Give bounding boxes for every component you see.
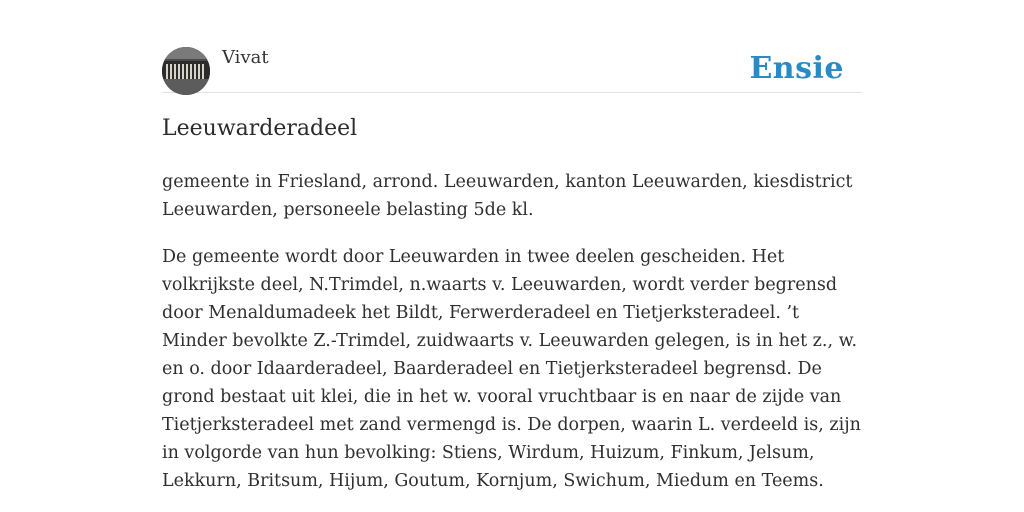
author-name[interactable]: Vivat: [222, 47, 269, 68]
header: [162, 44, 862, 93]
avatar[interactable]: [162, 47, 210, 95]
page-title: Leeuwarderadeel: [162, 116, 358, 141]
ensie-logo[interactable]: Ensie: [749, 51, 844, 86]
article-paragraph: gemeente in Friesland, arrond. Leeuwarden, kanton Leeuwarden, kiesdistrict Leeuwarden, personeele belasting 5de kl.: [162, 172, 853, 220]
article-body: [162, 168, 862, 512]
book-stack-icon: [162, 47, 210, 95]
article-paragraph: De gemeente wordt door Leeuwarden in twee deelen gescheiden. Het volkrijkste deel, N.Trimdel, n.waarts v. Leeuwarden, wordt verder begrensd door Menaldumadeek het Bildt, Ferwerderadeel en Tietjerksteradeel. ’t Minder bevolkte Z.-Trimdel, zuidwaarts v. Leeuwarden gelegen, is in het z., w. en o. door Idaarderadeel, Baarderadeel en Tietjerksteradeel begrensd. De grond bestaat uit klei, die in het w. vooral vruchtbaar is en naar de zijde van Tietjerksteradeel met zand vermengd is. De dorpen, waarin L. verdeeld is, zijn in volgorde van hun bevolking: Stiens, Wirdum, Huizum, Finkum, Jelsum, Lekkurn, Britsum, Hijum, Goutum, Kornjum, Swichum, Miedum en Teems.: [162, 247, 861, 491]
